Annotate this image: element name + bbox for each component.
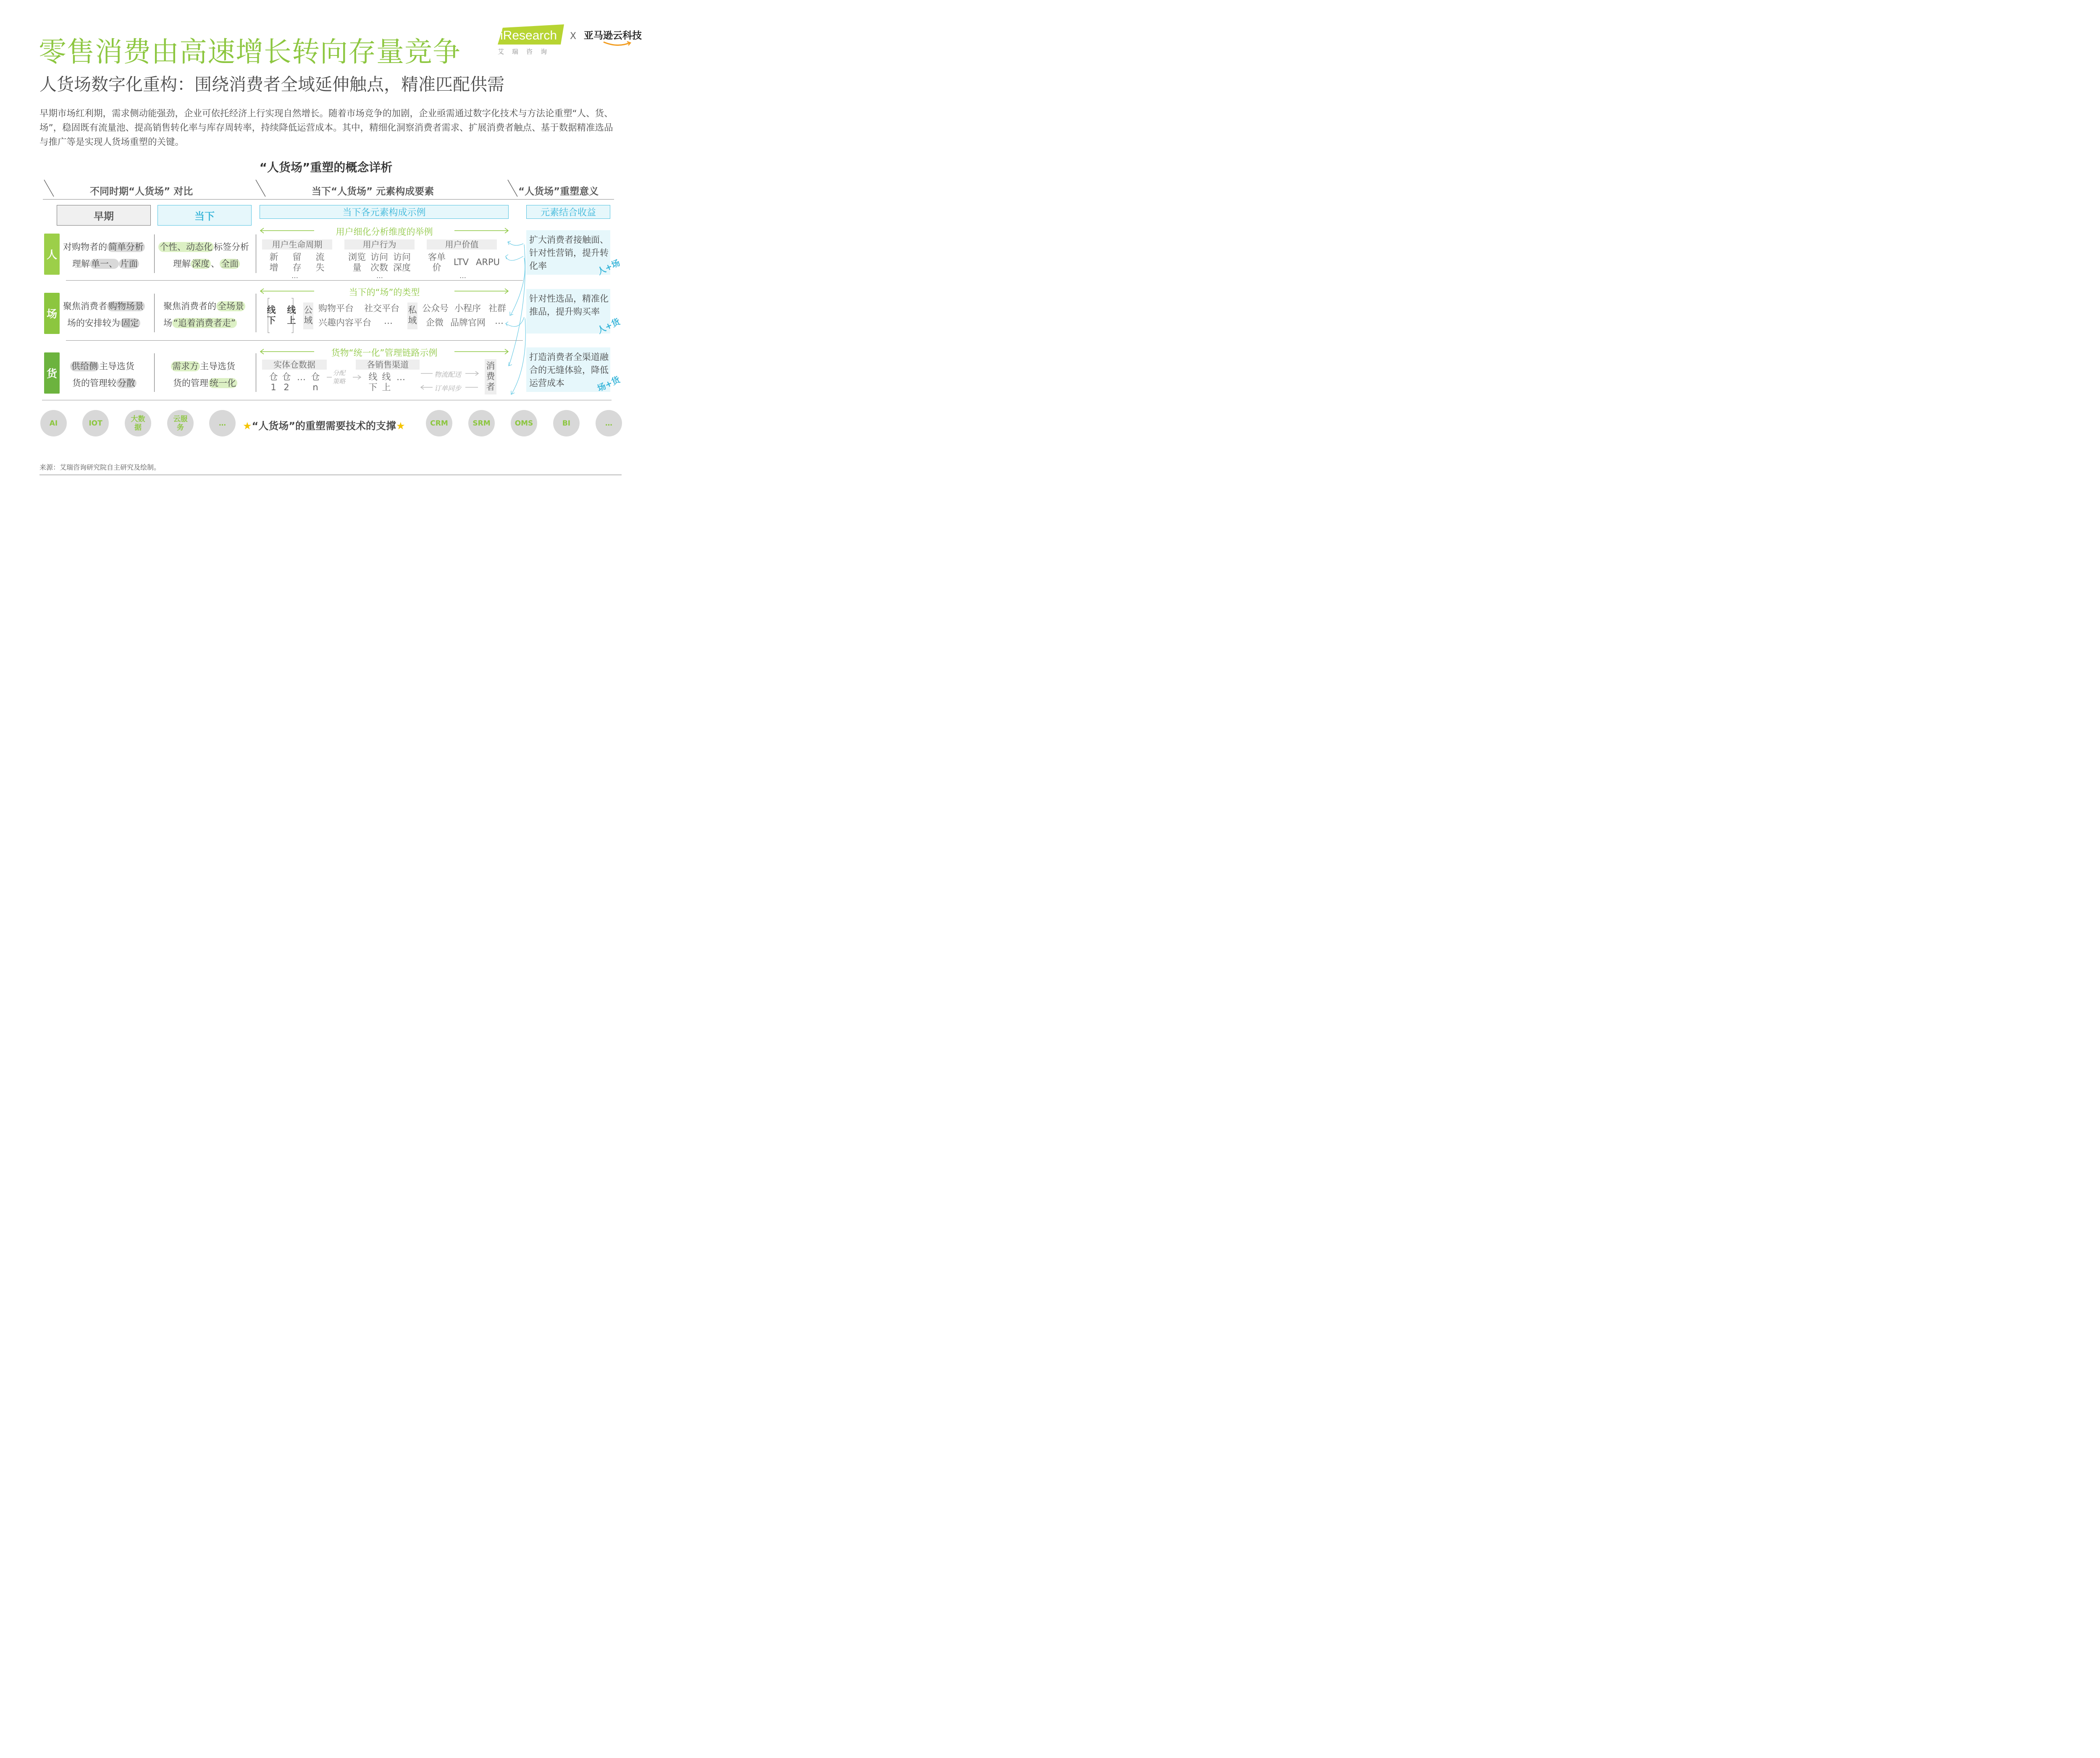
private-item: 企微 (426, 318, 444, 328)
alloc-strategy: 分配策略 (333, 369, 346, 385)
chang-section-label: 当下的“场”的类型 (349, 287, 420, 297)
behavior-item: 访问次数 (370, 252, 388, 273)
ren-now-line2: 理解 深度 、 全面 (173, 257, 240, 270)
col-head-elements: 当下“人货场” 元素构成要素 (312, 186, 434, 197)
benefit-box-chang-huo: 打造消费者全渠道融合的无缝体验，降低运营成本 (526, 347, 610, 392)
source-note: 来源：艾瑞咨询研究院自主研究及绘制。 (39, 463, 161, 471)
value-item: ARPU (476, 257, 500, 267)
group-value: 用户价值 (427, 239, 497, 250)
huo-now-line1: 需求方 主导选货 (171, 360, 235, 372)
col-head-compare: 不同时期“人货场” 对比 (90, 186, 193, 197)
tech-circle-crm: CRM (426, 410, 452, 436)
lifecycle-item: 流失 (315, 252, 325, 273)
intro-paragraph: 早期市场红利期，需求侧动能强劲，企业可依托经济上行实现自然增长。随着市场竞争的加剧，企业亟需通过数字化技术与方法论重塑“人、货、场”，稳固既有流量池、提高销售转化率与库存周转率，持续降低运营成本。其中，精细化洞察消费者需求、扩展消费者触点、基于数据精准选品与推广等是实现人货场重塑的关键。 (39, 108, 613, 147)
ellipsis: … (396, 372, 405, 382)
iresearch-cn-name: 艾瑞咨询 (498, 48, 555, 55)
private-item: 品牌官网 (450, 318, 486, 328)
partner-x: X (570, 31, 577, 42)
tech-circle-more: … (596, 410, 622, 436)
ren-section-label: 用户细化分析维度的举例 (336, 227, 433, 237)
col-separator (154, 294, 155, 332)
ellipsis: … (384, 316, 393, 326)
chang-early-line1: 聚焦消费者 购物场景 (63, 300, 145, 312)
ren-now-line1: 个性、动态化 标签分析 (158, 240, 249, 253)
public-item: 社交平台 (364, 303, 399, 313)
chang-early-line2: 场的安排较为 固定 (67, 316, 140, 329)
public-item: 兴趣内容平台 (318, 318, 371, 328)
private-domain-tag: 私域 (407, 302, 417, 329)
offline-label: 线下 (267, 305, 276, 326)
public-item: 购物平台 (318, 303, 354, 313)
benefit-box-ren-chang: 扩大消费者接触面、针对性营销，提升转化率 (526, 230, 610, 275)
iresearch-logo (498, 24, 564, 45)
tech-circle-bigdata: 大数据 (125, 410, 151, 436)
tech-circle-iot: IOT (82, 410, 109, 436)
example-header: 当下各元素构成示例 (260, 205, 509, 219)
ren-early-line2: 理解 单一、 片面 (72, 257, 139, 270)
ellipsis: … (376, 272, 383, 280)
header-divider-icon (43, 179, 55, 197)
tech-circle-cloud: 云服务 (167, 410, 194, 436)
consumer-tag: 消费者 (485, 359, 496, 394)
ren-early-line1: 对购物者的 简单分析 (63, 240, 145, 253)
behavior-item: 访问深度 (393, 252, 411, 273)
page-title: 零售消费由高速增长转向存量竞争 (39, 36, 461, 68)
row-tab-ren: 人 (44, 234, 60, 275)
combo-ren-chang: 人+场 (596, 257, 622, 277)
behavior-item: 浏览量 (348, 252, 366, 273)
header-rule (43, 199, 614, 200)
combo-ren-huo: 人+货 (596, 316, 622, 336)
huo-now-line2: 货的管理 统一化 (173, 376, 237, 389)
tech-circle-srm: SRM (468, 410, 495, 436)
lifecycle-item: 新增 (269, 252, 278, 273)
row-divider (66, 280, 523, 281)
header-divider-icon (507, 179, 519, 197)
private-item: 社群 (488, 303, 506, 313)
page-subtitle: 人货场数字化重构：围绕消费者全域延伸触点，精准匹配供需 (39, 74, 504, 95)
tech-caption: ★“人货场”的重塑需要技术的支撑★ (243, 420, 405, 432)
early-header: 早期 (57, 205, 151, 226)
private-item: 小程序 (454, 303, 481, 313)
warehouse-item: 仓n (311, 372, 320, 392)
star-icon: ★ (243, 420, 252, 432)
logistics-label: 物流配送 (434, 371, 462, 378)
value-item: LTV (454, 257, 469, 267)
huo-early-line1: 供给侧 主导选货 (70, 360, 134, 372)
combo-chang-huo: 场+货 (596, 374, 622, 394)
lifecycle-item: 留存 (292, 252, 302, 273)
benefit-box-ren-huo: 针对性选品，精准化推品，提升购买率 (526, 289, 610, 334)
row-divider (66, 340, 523, 341)
now-header: 当下 (158, 205, 252, 226)
value-item: 客单价 (428, 252, 446, 273)
online-label: 线上 (287, 305, 296, 326)
warehouse-item: 仓2 (282, 372, 291, 392)
row-tab-huo: 货 (44, 352, 60, 394)
ellipsis: … (495, 316, 504, 326)
ellipsis: … (459, 272, 466, 280)
row-tab-chang: 场 (44, 293, 60, 334)
chang-now-line1: 聚焦消费者的 全场景 (163, 300, 245, 312)
public-domain-tag: 公域 (303, 302, 313, 329)
ellipsis: … (297, 372, 306, 382)
ellipsis: … (291, 272, 298, 280)
tech-circle-bi: BI (553, 410, 580, 436)
chang-now-line2: 场 “追着消费者走” (163, 316, 237, 329)
channel-head: 各销售渠道 (356, 360, 420, 370)
huo-early-line2: 货的管理较 分散 (72, 376, 136, 389)
diagram-title: “人货场”重塑的概念详析 (259, 160, 393, 174)
iresearch-logo-text: iResearch (500, 29, 557, 42)
warehouse-head: 实体仓数据 (262, 360, 327, 370)
col-head-meaning: “人货场”重塑意义 (518, 186, 599, 197)
benefit-connector-icon (502, 239, 529, 399)
group-lifecycle: 用户生命周期 (262, 239, 332, 250)
channel-item: 线下 (368, 372, 378, 392)
star-icon: ★ (396, 420, 405, 432)
order-sync-label: 订单同步 (434, 384, 462, 392)
amazon-smile-icon (603, 40, 632, 47)
group-behavior: 用户行为 (344, 239, 415, 250)
tech-circle-ai: AI (40, 410, 67, 436)
tech-circle-oms: OMS (511, 410, 537, 436)
amazon-cloud-logo: 亚马逊云科技 (584, 30, 642, 41)
benefit-header: 元素结合收益 (526, 205, 610, 219)
private-item: 公众号 (422, 303, 449, 313)
header-divider-icon (255, 179, 267, 197)
channel-item: 线上 (382, 372, 391, 392)
tech-circle-more: … (209, 410, 236, 436)
huo-section-label: 货物“统一化”管理链路示例 (331, 348, 438, 358)
warehouse-item: 仓1 (269, 372, 278, 392)
col-separator (154, 353, 155, 392)
col-separator (154, 234, 155, 273)
